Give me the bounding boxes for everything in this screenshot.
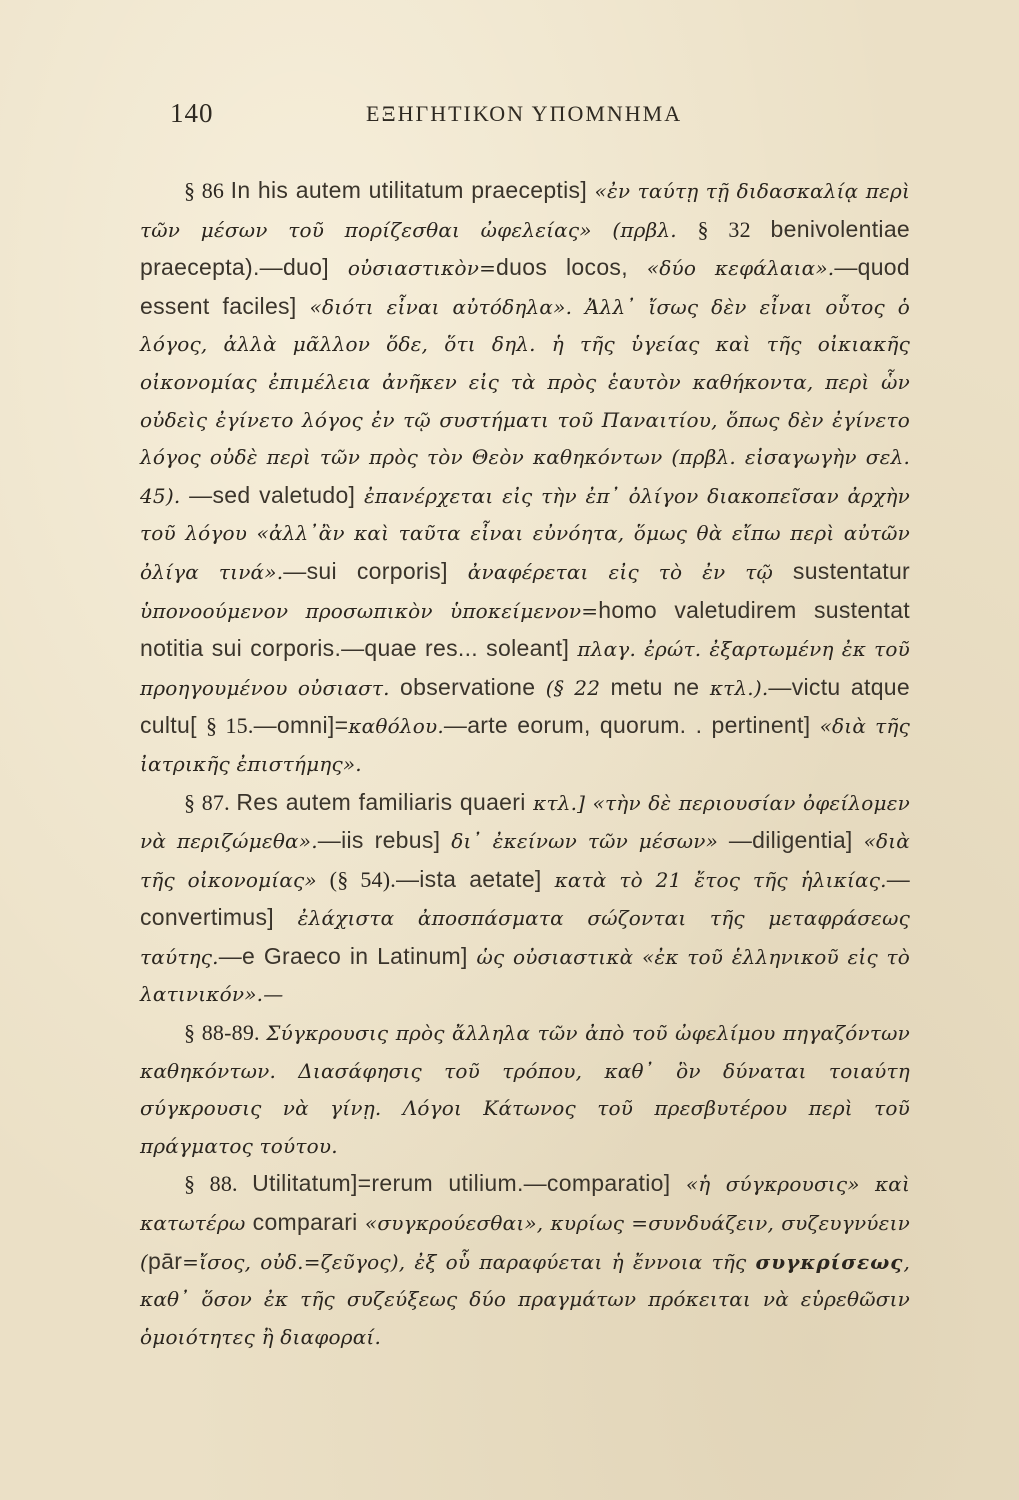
page-number: 140 [170, 98, 214, 128]
greek-gloss: δι᾽ ἐκείνων τῶν μέσων» [451, 829, 729, 854]
latin-lemma: —victu atque cultu[ [140, 673, 910, 739]
greek-gloss: «διὰ τῆς ἰατρικῆς ἐπιστήμης». [140, 714, 910, 776]
greek-gloss: συγκρίσεως [755, 1249, 904, 1274]
section-ref: § 32 [697, 216, 771, 242]
running-head: ΕΞΗΓΗΤΙΚΟΝ ΥΠΟΜΝΗΜΑ [366, 101, 683, 126]
paragraph-section-86 [140, 172, 910, 784]
latin-lemma: —omni]= [253, 712, 349, 739]
latin-lemma: —diligentia] [728, 827, 864, 854]
greek-gloss: ὡς οὐσιαστικὰ «ἐκ τοῦ ἑλληνικοῦ εἰς τὸ λατινικόν».— [140, 944, 910, 1007]
section-ref: § 15. [206, 713, 254, 739]
greek-gloss: Σύγκρουσις πρὸς ἄλληλα τῶν ἀπὸ τοῦ ὠφελίμου πηγαζόντων καθηκόντων. Διασάφησις τοῦ τρόπου, καθ᾽ ὃν δύναται τοιαύτη σύγκρουσις νὰ γίνῃ. Λόγοι Κάτωνος τοῦ πρεσβυτέρου περὶ τοῦ πράγματος τούτου. [140, 1021, 910, 1158]
latin-lemma: —e Graeco in Latinum] [218, 942, 477, 969]
greek-gloss: ὑπονοούμενον προσωπικὸν ὑποκείμενον= [140, 598, 599, 623]
section-ref: § 88-89. [184, 1020, 267, 1046]
greek-gloss: «διότι εἶναι αὐτόδηλα». Ἀλλ᾽ ἴσως δὲν εἶναι οὗτος ὁ λόγος, ἀλλὰ μᾶλλον ὅδε, ὅτι δηλ. ἡ τῆς ὑγείας καὶ τῆς οἰκιακῆς οἰκονομίας ἐπιμέλεια ἀνῆκεν εἰς τὰ πρὸς ἑαυτὸν καθήκοντα, περὶ ὧν οὐδεὶς ἐγίνετο λόγος ἐν τῷ συστήματι τοῦ Παναιτίου, ὅπως δὲν ἐγίνετο λόγος οὐδὲ περὶ τῶν πρὸς τὸν Θεὸν καθηκόντων (πρβλ. εἰσαγωγὴν σελ. 45). [140, 294, 910, 508]
paragraph-section-87 [140, 784, 910, 1015]
latin-lemma: —sui corporis] [283, 557, 468, 584]
latin-lemma: metu ne [610, 673, 710, 700]
greek-gloss: (§ 22 [545, 675, 611, 700]
latin-lemma: duos locos, [496, 254, 647, 281]
section-ref: § 87. [184, 789, 237, 815]
latin-lemma: Utilitatum]=rerum utilium.—comparatio] [252, 1170, 686, 1197]
latin-lemma: Res autem familiaris quaeri [236, 788, 534, 815]
commentary-body [140, 172, 910, 1356]
greek-gloss: , καθ᾽ ὅσον ἐκ τῆς συζεύξεως δύο πραγμάτων πρόκειται νὰ εὑρεθῶσιν ὁμοιότητες ἢ διαφοραί. [140, 1249, 910, 1349]
greek-gloss: «διὰ τῆς οἰκονομίας» [140, 829, 910, 892]
latin-lemma: comparari [252, 1209, 365, 1236]
greek-gloss: καθόλου. [348, 714, 444, 739]
latin-lemma: —ista aetate] [395, 865, 555, 892]
latin-lemma: observatione [400, 673, 546, 700]
paragraph-section-88-89 [140, 1014, 910, 1165]
greek-gloss: ἀναφέρεται εἰς τὸ ἐν τῷ [467, 559, 793, 584]
section-ref: (§ 54). [329, 866, 396, 892]
latin-lemma: —convertimus] [140, 865, 911, 931]
section-ref: § 88. [184, 1171, 253, 1197]
latin-lemma: —arte eorum, quorum. . pertinent] [443, 712, 820, 739]
latin-lemma: homo valetudirem sustentat notitia sui corporis.—quae res... soleant] [140, 596, 910, 662]
greek-gloss: «δύο κεφάλαια». [646, 256, 835, 281]
section-ref: § 86 [184, 178, 231, 203]
greek-gloss: κτλ.). [709, 675, 769, 700]
page-header [140, 98, 919, 132]
greek-gloss: κατὰ τὸ 21 ἔτος τῆς ἡλικίας. [554, 867, 887, 892]
greek-gloss: οὐσιαστικὸν= [347, 256, 497, 281]
latin-lemma: —iis rebus] [317, 827, 452, 854]
latin-lemma: —quod essent faciles] [140, 254, 910, 319]
paragraph-section-88 [140, 1165, 910, 1356]
latin-lemma: benivolentiae praecepta).—duo] [140, 215, 910, 281]
latin-lemma: sustentatur [792, 557, 910, 584]
greek-gloss: κτλ.] «τὴν δὲ περιουσίαν ὀφείλομεν νὰ περιζώμεθα». [140, 790, 910, 854]
greek-gloss: «ἡ σύγκρουσις» καὶ κατωτέρω [140, 1172, 911, 1236]
greek-gloss: «συγκρούεσθαι», κυρίως =συνδυάζειν, συζευγνύειν ( [140, 1211, 910, 1274]
greek-gloss: πλαγ. ἐρώτ. ἐξαρτωμένη ἐκ τοῦ προηγουμένου οὐσιαστ. [140, 637, 910, 700]
latin-lemma: pār [148, 1247, 183, 1274]
greek-gloss: «ἐν ταύτῃ τῇ διδασκαλίᾳ περὶ τῶν μέσων τοῦ πορίζεσθαι ὠφελείας» (πρβλ. [140, 179, 910, 242]
greek-gloss: ἐλάχιστα ἀποσπάσματα σώζονται τῆς μεταφράσεως ταύτης. [140, 906, 910, 969]
greek-gloss: ἐπανέρχεται εἰς τὴν ἐπ᾽ ὀλίγον διακοπεῖσαν ἀρχὴν τοῦ λόγου «ἀλλ᾽ἂν καὶ ταῦτα εἶναι εὐνόητα, ὅμως θὰ εἴπω περὶ αὐτῶν ὀλίγα τινά». [140, 483, 910, 584]
greek-gloss: =ἴσος, οὐδ.=ζεῦγος), ἐξ οὗ παραφύεται ἡ ἔννοια τῆς [182, 1249, 756, 1274]
latin-lemma: In his autem utilitatum praeceptis] [230, 177, 595, 203]
latin-lemma: —sed valetudo] [180, 481, 364, 508]
